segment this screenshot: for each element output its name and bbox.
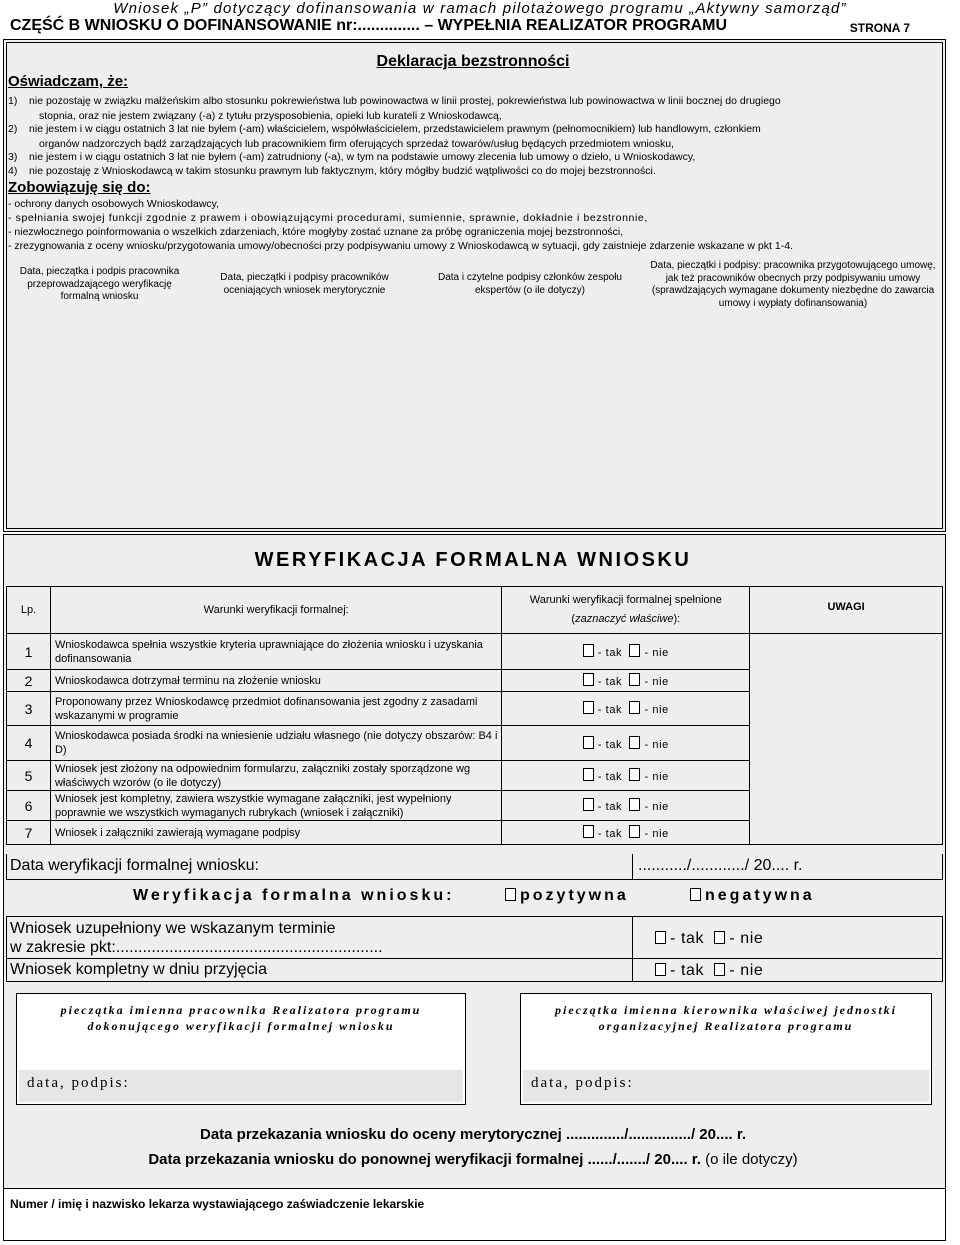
checkbox-icon xyxy=(583,825,594,838)
date-sign-label: data, podpis: xyxy=(27,1075,130,1091)
table-row: 3 Proponowany przez Wnioskodawcę przedmiot dofinansowania jest zgodny z zasadami wskazanymi w programie - tak - nie xyxy=(7,692,943,726)
verification-date-label: Data weryfikacji formalnej wniosku: xyxy=(10,857,259,874)
date-sign-label: data, podpis: xyxy=(531,1075,634,1091)
complete-label: Wniosek kompletny w dniu przyjęcia xyxy=(10,961,267,978)
table-row: 4 Wnioskodawca posiada środki na wniesienie udziału własnego (nie dotyczy obszarów: B4 i D) - tak - nie xyxy=(7,726,943,761)
complete-options[interactable]: - tak - nie xyxy=(655,962,763,980)
doctor-box[interactable] xyxy=(3,1188,946,1241)
verification-title: WERYFIKACJA FORMALNA WNIOSKU xyxy=(254,549,692,571)
declaration-item: 2) nie jestem i w ciągu ostatnich 3 lat nie byłem (-am) właścicielem, współwłaścicielem, przedstawicielem prawnym (pełnomocnikiem) lub handlowym, członkiem organów nadzorczych bądź zarządzających lub pracownikiem firm oferujących sprzedaż towarów/usług będących przedmiotem wniosku, xyxy=(8,123,761,150)
checkbox-icon xyxy=(629,798,640,811)
supplemented-label: Wniosek uzupełniony we wskazanym terminie w zakresie pkt:............................................................ xyxy=(10,920,383,956)
commitment-item: - spełniania swojej funkcji zgodnie z prawem i obowiązującymi procedurami, sumiennie, sprawnie, dokładnie i bezstronnie, xyxy=(8,212,648,224)
transfer-merit-date: Data przekazania wniosku do oceny merytorycznej ............../.............../ 20.... r. xyxy=(199,1126,746,1143)
checkbox-icon xyxy=(629,825,640,838)
table-row: 5 Wniosek jest złożony na odpowiednim formularzu, załączniki zostały sporządzone wg właściwych wzorów (o ile dotyczy) - tak - nie xyxy=(7,761,943,791)
checkbox-icon xyxy=(583,736,594,749)
signature-label-experts: Data i czytelne podpisy członków zespołu ekspertów (o ile dotyczy) xyxy=(438,272,622,296)
column-header-conditions: Warunki weryfikacji formalnej: xyxy=(50,587,502,634)
declaration-item: 4) nie pozostaję z Wnioskodawcą w takim stosunku prawnym lub faktycznym, który mógłby budzić wątpliwości co do mojej bezstronności. xyxy=(8,165,656,177)
checkbox-icon xyxy=(690,888,701,901)
signature-label-formal: Data, pieczątka i podpis pracownika przeprowadzającego weryfikację formalną wniosku xyxy=(19,266,180,302)
stamp-label-left: pieczątka imienna pracownika Realizatora programu dokonującego weryfikacji formalnej wniosku xyxy=(60,1003,422,1033)
declaration-item: 1) nie pozostaję w związku małżeńskim albo stosunku pokrewieństwa lub powinowactwa w linii prostej, pokrewieństwa lub powinowactwa w linii bocznej do drugiego stopnia, oraz nie jestem związany (-a) z tytułu przysposobienia, opieki lub kurateli z Wnioskodawcą, xyxy=(8,95,781,122)
declaration-title: Deklaracja bezstronności xyxy=(376,53,570,70)
declaration-item: 3) nie jestem i w ciągu ostatnich 3 lat nie byłem (-am) zatrudniony (-a), w tym na podstawie umowy zlecenia lub umowy o dzieło, u Wnioskodawcy, xyxy=(8,151,696,163)
checkbox-icon xyxy=(583,768,594,781)
table-row: 6 Wniosek jest kompletny, zawiera wszystkie wymagane załączniki, jest wypełniony poprawnie we wszystkich wymaganych rubrykach (wniosek i załączniki) - tak - nie xyxy=(7,791,943,821)
signature-label-contract: Data, pieczątki i podpisy: pracownika przygotowującego umowę, jak też pracowników obecnych przy podpisywaniu umowy (sprawdzających wymagane dokumenty niezbędne do zawarcia umowy i wypłaty dofinansowania) xyxy=(650,260,936,309)
checkbox-icon xyxy=(714,963,725,976)
doctor-label: Numer / imię i nazwisko lekarza wystawiającego zaświadczenie lekarskie xyxy=(10,1197,425,1211)
result-negative-option[interactable]: negatywna xyxy=(690,887,815,905)
notes-cell[interactable] xyxy=(750,634,943,845)
commitment-item: - ochrony danych osobowych Wnioskodawcy, xyxy=(8,198,220,210)
commitment-item: - zrezygnowania z oceny wniosku/przygotowania umowy/obecności przy podpisywaniu umowy z Wnioskodawcą w sytuacji, gdy zaistnieje zdarzenie wskazane w pkt 1-4. xyxy=(8,240,793,252)
result-positive-option[interactable]: pozytywna xyxy=(505,887,629,905)
table-row: 1 Wnioskodawca spełnia wszystkie kryteria uprawniające do złożenia wniosku i uzyskania dofinansowania - tak - nie xyxy=(7,634,943,670)
checkbox-icon xyxy=(583,701,594,714)
column-header-met: Warunki weryfikacji formalnej spełnione (zaznaczyć właściwe): xyxy=(502,587,750,634)
supplemented-options[interactable]: - tak - nie xyxy=(655,930,763,948)
verification-result-label: Weryfikacja formalna wniosku: xyxy=(133,887,455,904)
commitment-item: - niezwłocznego poinformowania o wszelkich zdarzeniach, które mogłyby zostać uznane za próbę ograniczenia mojej bezstronności, xyxy=(8,226,624,238)
application-title: Wniosek „P” dotyczący dofinansowania w ramach pilotażowego programu „Aktywny samorząd” xyxy=(113,0,847,17)
declaration-intro: Oświadczam, że: xyxy=(8,73,129,90)
stamp-label-right: pieczątka imienna kierownika właściwej jednostki organizacyjnej Realizatora programu xyxy=(554,1003,897,1033)
checkbox-icon xyxy=(629,644,640,657)
checkbox-icon xyxy=(714,931,725,944)
signature-label-merit: Data, pieczątki i podpisy pracowników oceniających wniosek merytorycznie xyxy=(220,272,389,296)
checkbox-icon xyxy=(583,673,594,686)
table-row: 2 Wnioskodawca dotrzymał terminu na złożenie wniosku - tak - nie xyxy=(7,670,943,692)
checkbox-icon xyxy=(629,768,640,781)
checkbox-icon xyxy=(505,888,516,901)
commitment-title: Zobowiązuję się do: xyxy=(8,179,151,196)
table-row: 7 Wniosek i załączniki zawierają wymagane podpisy - tak - nie xyxy=(7,821,943,845)
checkbox-icon xyxy=(583,644,594,657)
checkbox-icon xyxy=(655,963,666,976)
part-b-title: CZĘŚĆ B WNIOSKU O DOFINANSOWANIE nr:.............. – WYPEŁNIA REALIZATOR PROGRAMU xyxy=(10,17,728,34)
transfer-reverify-date: Data przekazania wniosku do ponownej weryfikacji formalnej ....../......./ 20.... r. (o ile dotyczy) xyxy=(148,1151,798,1168)
checkbox-icon xyxy=(629,701,640,714)
checkbox-icon xyxy=(629,736,640,749)
verification-table xyxy=(6,586,943,845)
checkbox-icon xyxy=(629,673,640,686)
column-header-lp: Lp. xyxy=(7,587,51,634)
page-number: STRONA 7 xyxy=(849,21,910,35)
checkbox-icon xyxy=(583,798,594,811)
checkbox-icon xyxy=(655,931,666,944)
verification-date-field[interactable]: .........../............/ 20.... r. xyxy=(638,857,803,874)
column-header-notes: UWAGI xyxy=(750,587,943,634)
